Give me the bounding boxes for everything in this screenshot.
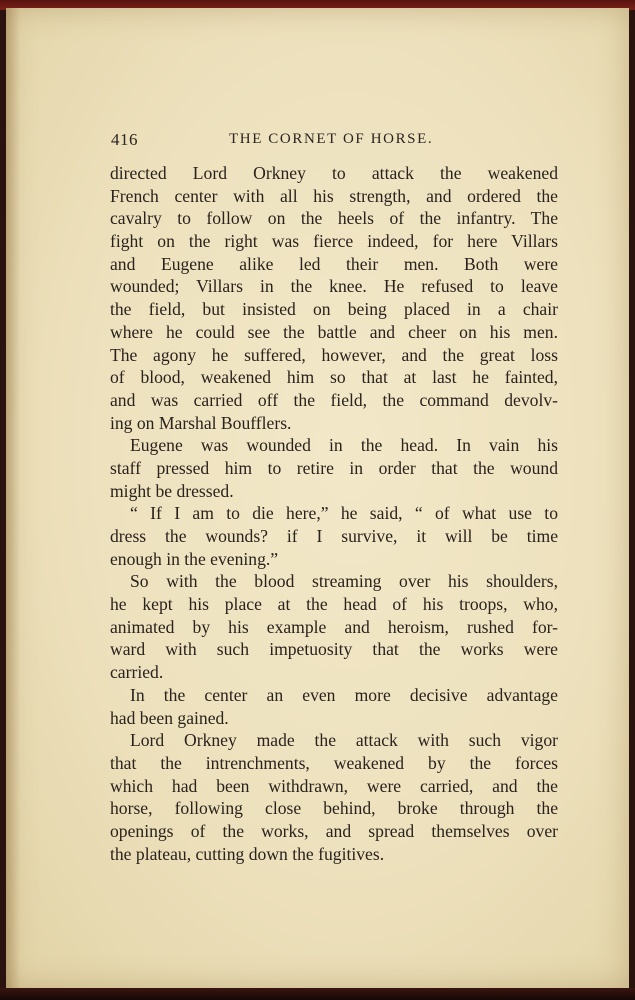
paragraph-first-line: In the center an even more decisive advantage <box>130 684 558 705</box>
page-bottom-edge <box>0 988 635 1000</box>
paragraph-first-line: “ If I am to die here,” he said, “ of what use to <box>130 503 558 524</box>
text-line: dress the wounds? if I survive, it will be time <box>110 526 558 546</box>
page-header <box>111 130 551 152</box>
text-line: that the intrenchments, weakened by the forces <box>110 752 558 773</box>
text-line: staff pressed him to retire in order that the wound <box>110 457 558 478</box>
text-line: the plateau, cutting down the fugitives. <box>110 843 385 864</box>
text-line: directed Lord Orkney to attack the weakened <box>110 163 558 183</box>
text-line: animated by his example and heroism, rushed for- <box>110 616 558 637</box>
text-line: The agony he suffered, however, and the great loss <box>110 344 558 365</box>
text-line: and was carried off the field, the command devolv- <box>110 389 558 410</box>
text-line: ward with such impetuosity that the works were <box>110 639 558 660</box>
text-line: the field, but insisted on being placed in a chair <box>110 299 558 320</box>
running-title: THE CORNET OF HORSE. <box>229 131 434 147</box>
text-line: and Eugene alike led their men. Both were <box>110 253 558 274</box>
text-line: ing on Marshal Boufflers. <box>110 412 292 433</box>
text-line: cavalry to follow on the heels of the infantry. The <box>110 208 558 229</box>
text-line: which had been withdrawn, were carried, and the <box>110 775 558 796</box>
paragraph-first-line: Lord Orkney made the attack with such vigor <box>130 730 558 751</box>
text-line: he kept his place at the head of his troops, who, <box>110 594 558 615</box>
page-number: 416 <box>111 130 138 149</box>
paragraph-first-line: So with the blood streaming over his shoulders, <box>130 571 558 592</box>
text-line: wounded; Villars in the knee. He refused to leave <box>110 276 558 297</box>
text-line: of blood, weakened him so that at last he fainted, <box>110 367 558 388</box>
body-text <box>110 162 558 865</box>
text-line: had been gained. <box>110 707 229 728</box>
text-line: carried. <box>110 662 164 683</box>
text-line: fight on the right was fierce indeed, for here Villars <box>110 231 558 252</box>
text-line: enough in the evening.” <box>110 548 279 569</box>
text-line: French center with all his strength, and ordered the <box>110 185 558 206</box>
text-line: openings of the works, and spread themselves over <box>110 820 558 841</box>
text-line: horse, following close behind, broke through the <box>110 798 558 819</box>
text-line: might be dressed. <box>110 480 234 501</box>
paragraph-first-line: Eugene was wounded in the head. In vain his <box>130 435 558 456</box>
text-line: where he could see the battle and cheer on his men. <box>110 321 558 342</box>
